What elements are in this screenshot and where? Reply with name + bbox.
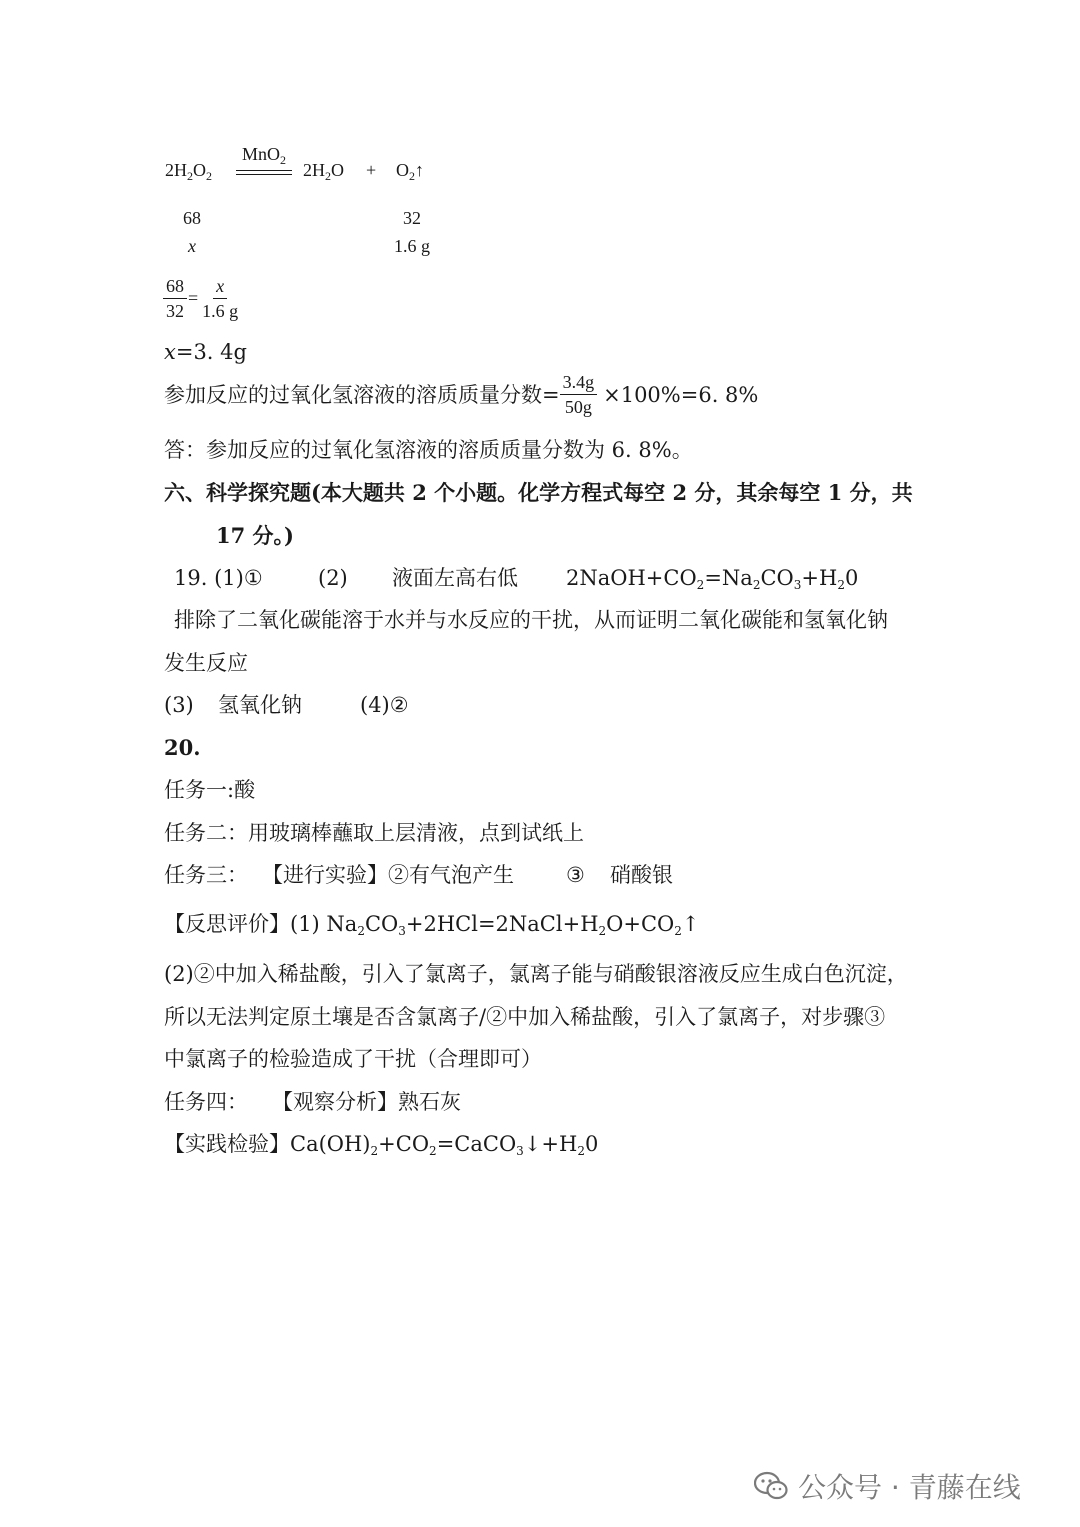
q19-part4: (4)② [360,693,409,717]
q19-part3-label: (3) [164,693,194,717]
q20-task3-answer: 硝酸银 [610,863,673,887]
ratio-equation: $\frac{68}{32}$ = $\frac{x}{1.6 g}$ [163,276,241,321]
q20-task1: 任务一:酸 [164,778,256,802]
q20-task3-item: ③ [566,863,585,887]
watermark [754,1466,1021,1506]
q20-reflect2-line2: 所以无法判定原土壤是否含氯离子/②中加入稀盐酸，引入了氯离子，对步骤③ [164,1005,886,1029]
wechat-icon [754,1471,788,1501]
molar-mass-o2: 32 [403,208,421,228]
ratio-left: $\frac{68}{32}$ [163,276,187,321]
reaction-product-oxygen: $O_2↑$ [396,160,424,183]
unknown-x: x [188,236,196,256]
q20-reflect-equation: 【反思评价】(1) $Na_2CO_3+2HCl=2NaCl+H_2O+CO_2↑$ [164,912,700,938]
q20-task4-answer: 【观察分析】熟石灰 [272,1090,461,1114]
q20-task3-label: 任务三： [164,863,248,887]
q20-task4-label: 任务四： [164,1090,248,1114]
reaction-product-water: $2H_2O$ [303,160,344,183]
watermark-text: 公众号 · 青藤在线 [798,1471,1021,1504]
q20-task3-experiment: 【进行实验】②有气泡产生 [262,863,514,887]
q20-practice-equation: 【实践检验】$Ca(OH)_2+CO_2=CaCO_3↓+H_20$ [164,1132,599,1158]
q19-equation: $2NaOH+CO_2=Na_2CO_3+H_20$ [566,566,859,592]
q19-part2-label: (2) [318,566,348,590]
answer-line: 答：参加反应的过氧化氢溶液的溶质质量分数为 6. 8%。 [164,438,693,462]
oxygen-mass: 1.6 g [394,236,430,256]
q20-reflect2-line1: (2)②中加入稀盐酸，引入了氯离子，氯离子能与硝酸银溶液反应生成白色沉淀， [164,962,908,986]
q19-part3-answer: 氢氧化钠 [218,693,302,717]
molar-mass-h2o2: 68 [183,208,201,228]
q20-reflect2-line3: 中氯离子的检验造成了干扰（合理即可） [164,1047,542,1071]
reaction-reactant: $2H_2O_2$ [165,160,212,183]
q19-part1: 19. (1)① [174,566,263,590]
ratio-right: $\frac{x}{1.6 g}$ [202,276,239,321]
x-result: x=3. 4g [164,340,247,364]
section-heading-cont: 17 分。) [216,523,294,548]
q19-explanation-cont: 发生反应 [164,651,248,675]
equals-double-line [236,170,292,175]
q20-number: 20. [164,735,201,760]
q19-explanation: 排除了二氧化碳能溶于水并与水反应的干扰，从而证明二氧化碳能和氢氧化钠 [174,608,888,632]
mass-fraction: $\frac{3.4g}{50g}$ [560,372,598,417]
reaction-plus: + [366,160,377,180]
section-heading: 六、科学探究题(本大题共 2 个小题。化学方程式每空 2 分，其余每空 1 分，共 [164,480,913,505]
reaction-catalyst: MnO$_2$ [236,144,292,175]
mass-fraction-line: 参加反应的过氧化氢溶液的溶质质量分数= $\frac{3.4g}{50g}$ ×100%=6. 8% [164,372,759,417]
q20-task2: 任务二：用玻璃棒蘸取上层清液，点到试纸上 [164,821,584,845]
q19-part2-answer: 液面左高右低 [392,566,518,590]
